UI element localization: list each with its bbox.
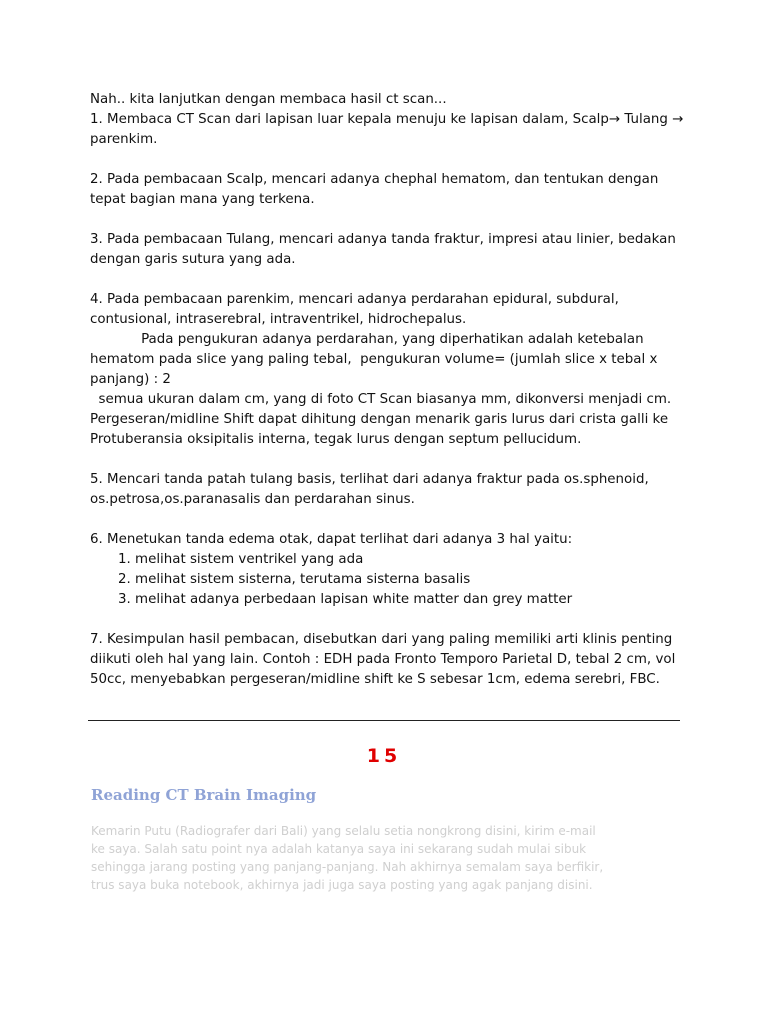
blog-post-title: Reading CT Brain Imaging	[91, 786, 317, 804]
step-4-line-5: panjang) : 2	[90, 372, 171, 387]
step-1-line-1: 1. Membaca CT Scan dari lapisan luar kepala menuju ke lapisan dalam, Scalp→ Tulang →	[90, 112, 684, 127]
spacer	[90, 510, 690, 530]
step-7-line-1: 7. Kesimpulan hasil pembacan, disebutkan dari yang paling memiliki arti klinis penting	[90, 632, 673, 647]
blog-body-line: sehingga jarang posting yang panjang-panjang. Nah akhirnya semalam saya berfikir,	[91, 860, 604, 874]
step-6-sub-item: 2. melihat sistem sisterna, terutama sisterna basalis	[118, 572, 471, 587]
step-6-sub-item: 3. melihat adanya perbedaan lapisan white matter dan grey matter	[118, 592, 573, 607]
step-6-line-1: 6. Menetukan tanda edema otak, dapat terlihat dari adanya 3 hal yaitu:	[90, 532, 573, 547]
blog-body-line: Kemarin Putu (Radiografer dari Bali) yang selalu setia nongkrong disini, kirim e-mail	[91, 824, 596, 838]
intro-line: Nah.. kita lanjutkan dengan membaca hasil ct scan...	[90, 92, 447, 107]
spacer	[90, 210, 690, 230]
step-7-line-3: 50cc, menyebabkan pergeseran/midline shift ke S sebesar 1cm, edema serebri, FBC.	[90, 672, 660, 687]
spacer	[90, 270, 690, 290]
spacer	[90, 610, 690, 630]
blog-body-line: ke saya. Salah satu point nya adalah katanya saya ini sekarang sudah mulai sibuk	[91, 842, 587, 856]
step-4-line-3: Pada pengukuran adanya perdarahan, yang diperhatikan adalah ketebalan	[90, 332, 644, 347]
step-4-line-7: Pergeseran/midline Shift dapat dihitung dengan menarik garis lurus dari crista galli ke	[90, 412, 669, 427]
step-3-line-1: 3. Pada pembacaan Tulang, mencari adanya tanda fraktur, impresi atau linier, bedakan	[90, 232, 676, 247]
step-2-line-1: 2. Pada pembacaan Scalp, mencari adanya chephal hematom, dan tentukan dengan	[90, 172, 659, 187]
document-body	[90, 90, 690, 690]
blog-post-excerpt	[91, 822, 681, 894]
page-number: 15	[366, 745, 402, 767]
step-4-line-8: Protuberansia oksipitalis interna, tegak lurus dengan septum pellucidum.	[90, 432, 582, 447]
step-3-line-2: dengan garis sutura yang ada.	[90, 252, 296, 267]
step-2-line-2: tepat bagian mana yang terkena.	[90, 192, 315, 207]
horizontal-divider	[88, 720, 680, 721]
step-4-line-1: 4. Pada pembacaan parenkim, mencari adanya perdarahan epidural, subdural,	[90, 292, 619, 307]
spacer	[90, 150, 690, 170]
step-7-line-2: diikuti oleh hal yang lain. Contoh : EDH pada Fronto Temporo Parietal D, tebal 2 cm, vol	[90, 652, 676, 667]
step-5-line-2: os.petrosa,os.paranasalis dan perdarahan sinus.	[90, 492, 415, 507]
step-1-line-2: parenkim.	[90, 132, 158, 147]
step-4-line-2: contusional, intraserebral, intraventrikel, hidrochepalus.	[90, 312, 467, 327]
spacer	[90, 450, 690, 470]
step-6-sub-item: 1. melihat sistem ventrikel yang ada	[118, 552, 364, 567]
step-4-line-6: semua ukuran dalam cm, yang di foto CT Scan biasanya mm, dikonversi menjadi cm.	[90, 392, 672, 407]
step-5-line-1: 5. Mencari tanda patah tulang basis, terlihat dari adanya fraktur pada os.sphenoid,	[90, 472, 649, 487]
blog-body-line: trus saya buka notebook, akhirnya jadi juga saya posting yang agak panjang disini.	[91, 878, 593, 892]
step-4-line-4: hematom pada slice yang paling tebal, pengukuran volume= (jumlah slice x tebal x	[90, 352, 658, 367]
